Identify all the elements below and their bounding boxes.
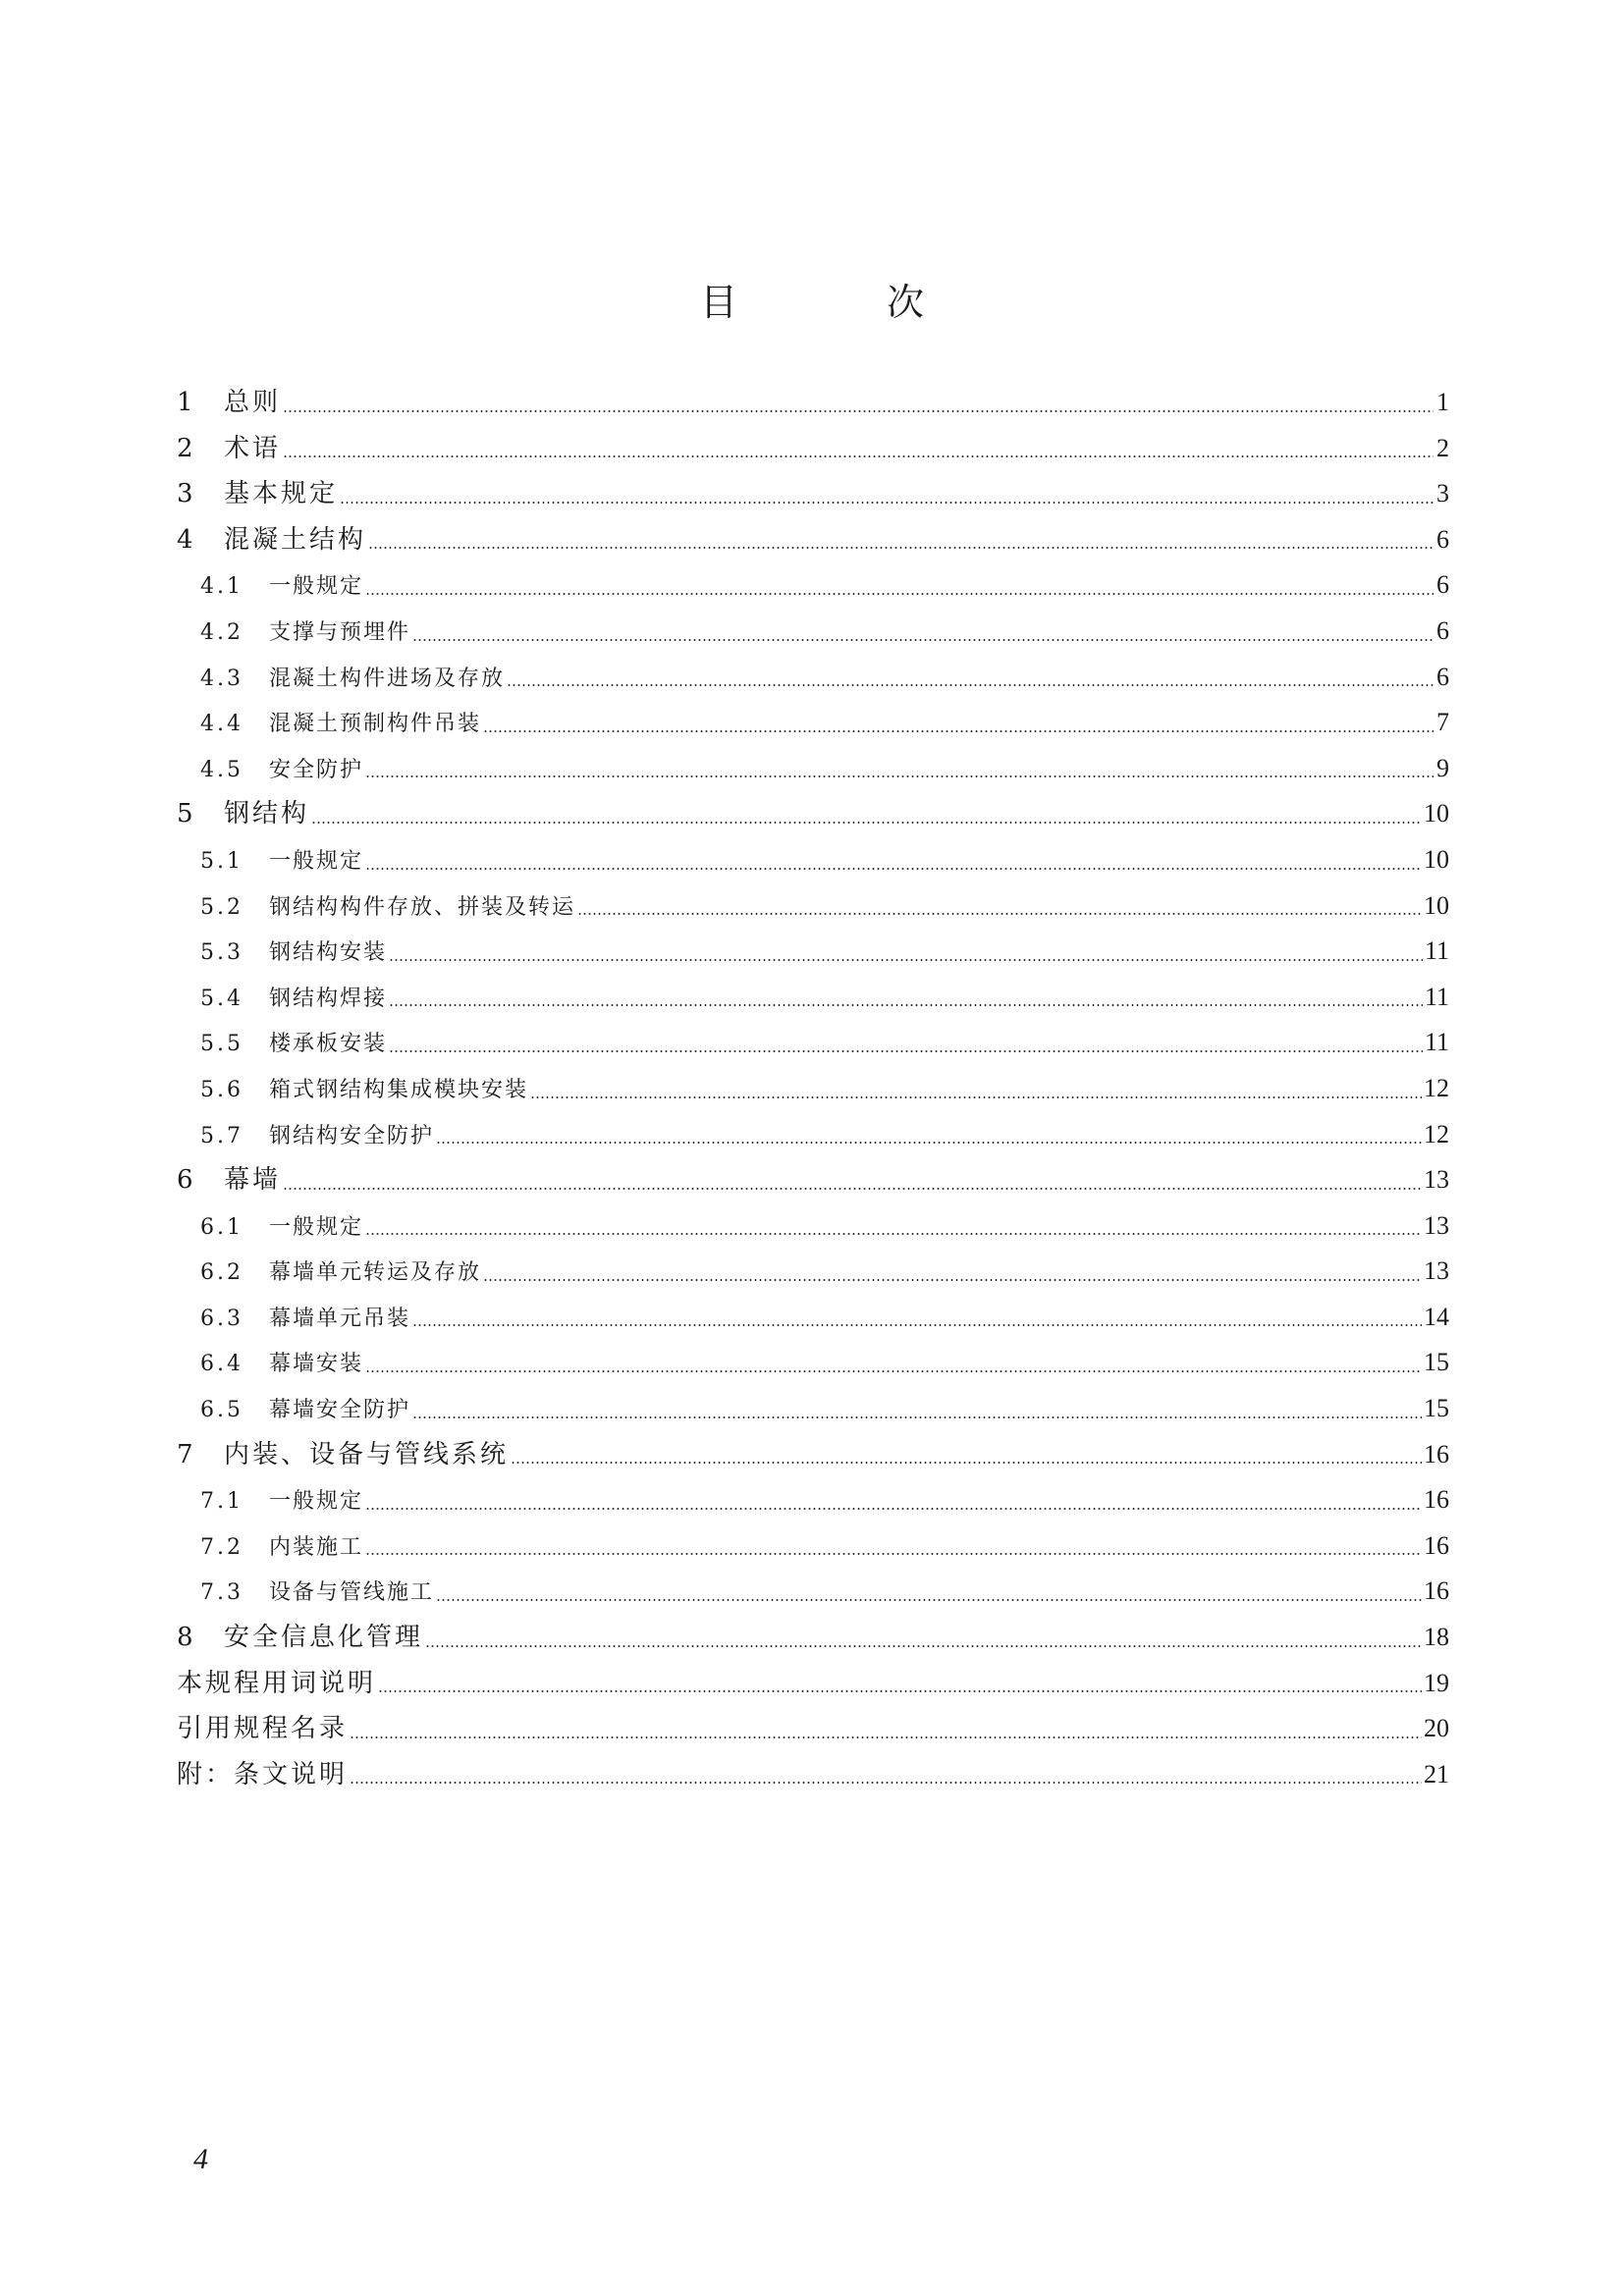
toc-entry[interactable] — [177, 1295, 1449, 1341]
toc-entry-page: 9 — [1436, 753, 1449, 782]
dot-leader — [340, 502, 1434, 504]
toc-entry-page: 7 — [1436, 708, 1449, 737]
dot-leader — [350, 1736, 1422, 1738]
toc-entry[interactable] — [177, 380, 1449, 426]
dot-leader — [350, 1782, 1422, 1784]
toc-entry-page: 21 — [1424, 1759, 1449, 1789]
toc-entry-page: 18 — [1424, 1623, 1449, 1652]
toc-entry[interactable] — [177, 471, 1449, 517]
toc-entry-page: 14 — [1424, 1302, 1449, 1331]
dot-leader — [378, 1690, 1422, 1692]
toc-entry-number: 6.5 — [200, 1398, 244, 1423]
toc-entry-number: 6.4 — [200, 1352, 244, 1377]
dot-leader — [283, 455, 1434, 457]
toc-entry[interactable] — [177, 1112, 1449, 1158]
toc-entry[interactable] — [177, 746, 1449, 792]
toc-entry-page: 15 — [1424, 1348, 1449, 1377]
dot-leader — [507, 684, 1434, 686]
toc-entry[interactable] — [177, 655, 1449, 701]
toc-entry-title: 混凝土预制构件吊装 — [269, 712, 482, 737]
dot-leader — [368, 547, 1434, 549]
dot-leader — [483, 730, 1434, 732]
dot-leader — [412, 1324, 1422, 1326]
toc-entry-page: 10 — [1424, 890, 1449, 920]
toc-entry[interactable] — [177, 929, 1449, 975]
toc-entry-title: 基本规定 — [224, 479, 339, 509]
dot-leader — [389, 1050, 1423, 1052]
toc-entry[interactable] — [177, 1066, 1449, 1112]
toc-entry-number: 6.2 — [200, 1260, 244, 1286]
toc-entry-title: 幕墙单元吊装 — [269, 1306, 411, 1331]
toc-entry[interactable] — [177, 883, 1449, 930]
toc-entry[interactable] — [177, 1203, 1449, 1250]
toc-entry-number: 4 — [177, 524, 193, 555]
toc-entry-title: 钢结构安装 — [269, 940, 388, 966]
toc-entry-number: 5.1 — [200, 848, 244, 874]
dot-leader — [389, 1004, 1423, 1006]
toc-entry-title: 内装、设备与管线系统 — [224, 1439, 510, 1469]
dot-leader — [425, 1645, 1422, 1647]
toc-entry-title: 引用规程名录 — [177, 1714, 349, 1744]
dot-leader — [365, 1553, 1422, 1555]
toc-entry-page: 6 — [1436, 662, 1449, 691]
toc-entry-title: 安全防护 — [269, 757, 364, 782]
toc-entry-page: 11 — [1424, 936, 1449, 966]
toc-entry[interactable] — [177, 517, 1449, 563]
toc-entry-number: 7 — [177, 1439, 193, 1469]
page-title: 目 次 — [699, 281, 994, 324]
dot-leader — [283, 1188, 1422, 1190]
dot-leader — [365, 1233, 1422, 1235]
dot-leader — [412, 1416, 1422, 1418]
toc-entry-page: 19 — [1424, 1668, 1449, 1697]
toc-entry-number: 7.2 — [200, 1534, 244, 1560]
toc-entry-title: 幕墙安装 — [269, 1352, 364, 1377]
toc-entry-title: 设备与管线施工 — [269, 1580, 435, 1606]
toc-entry[interactable] — [177, 562, 1449, 609]
dot-leader — [311, 822, 1422, 824]
toc-entry-title: 本规程用词说明 — [177, 1668, 377, 1698]
toc-entry-number: 4.5 — [200, 757, 244, 782]
toc-entry[interactable] — [177, 609, 1449, 655]
toc-entry-number: 4.3 — [200, 666, 244, 691]
dot-leader — [530, 1096, 1422, 1098]
toc-entry[interactable] — [177, 1340, 1449, 1386]
toc-entry-title: 钢结构安全防护 — [269, 1123, 435, 1148]
toc-entry-page: 11 — [1424, 1028, 1449, 1057]
toc-entry-title: 钢结构构件存放、拼装及转运 — [269, 894, 576, 920]
toc-entry[interactable] — [177, 1432, 1449, 1478]
toc-entry-title: 支撑与预埋件 — [269, 619, 411, 645]
toc-entry-page: 10 — [1424, 844, 1449, 874]
toc-entry[interactable] — [177, 837, 1449, 883]
toc-entry-title: 钢结构 — [224, 799, 310, 829]
toc-entry-page: 13 — [1424, 1256, 1449, 1286]
page-number: 4 — [193, 2143, 208, 2175]
dot-leader — [365, 1370, 1422, 1372]
toc-entry[interactable] — [177, 426, 1449, 472]
toc-entry-title: 一般规定 — [269, 1489, 364, 1515]
toc-entry-number: 6.1 — [200, 1214, 244, 1240]
toc-entry-title: 混凝土结构 — [224, 524, 367, 555]
table-of-contents — [177, 380, 1449, 1797]
dot-leader — [483, 1279, 1422, 1281]
toc-entry-title: 一般规定 — [269, 1214, 364, 1240]
toc-entry-title: 幕墙单元转运及存放 — [269, 1260, 482, 1286]
toc-entry[interactable] — [177, 1615, 1449, 1661]
toc-entry-page: 20 — [1424, 1714, 1449, 1743]
toc-entry-page: 12 — [1424, 1119, 1449, 1148]
toc-entry-title: 一般规定 — [269, 848, 364, 874]
toc-entry-page: 6 — [1436, 615, 1449, 645]
toc-entry-number: 5.7 — [200, 1123, 244, 1148]
toc-entry-title: 钢结构焊接 — [269, 986, 388, 1011]
toc-entry[interactable] — [177, 1661, 1449, 1707]
dot-leader — [283, 410, 1434, 412]
toc-entry-number: 4.1 — [200, 574, 244, 600]
toc-entry-page: 1 — [1436, 388, 1449, 416]
toc-entry-number: 5.6 — [200, 1077, 244, 1102]
toc-entry-number: 5.5 — [200, 1032, 244, 1057]
toc-entry-page: 3 — [1436, 479, 1449, 508]
toc-entry-number: 7.1 — [200, 1489, 244, 1515]
toc-entry-number: 6.3 — [200, 1306, 244, 1331]
toc-entry-page: 16 — [1424, 1485, 1449, 1515]
dot-leader — [436, 1142, 1422, 1144]
toc-entry-title: 幕墙安全防护 — [269, 1398, 411, 1423]
toc-entry[interactable] — [177, 1157, 1449, 1203]
toc-entry-page: 16 — [1424, 1576, 1449, 1606]
toc-entry-page: 16 — [1424, 1530, 1449, 1560]
toc-entry-page: 12 — [1424, 1073, 1449, 1102]
toc-entry[interactable] — [177, 1523, 1449, 1570]
toc-entry-title: 术语 — [224, 433, 282, 463]
dot-leader — [365, 868, 1422, 870]
toc-entry-number: 5.2 — [200, 894, 244, 920]
toc-entry-number: 6 — [177, 1165, 193, 1196]
toc-entry[interactable] — [177, 1477, 1449, 1523]
toc-entry-title: 附：条文说明 — [177, 1759, 349, 1789]
dot-leader — [365, 1508, 1422, 1510]
dot-leader — [511, 1462, 1422, 1464]
toc-entry-page: 10 — [1424, 799, 1449, 828]
toc-entry-number: 8 — [177, 1623, 193, 1653]
toc-entry-number: 3 — [177, 479, 193, 509]
toc-entry-title: 箱式钢结构集成模块安装 — [269, 1077, 529, 1102]
toc-entry-page: 16 — [1424, 1439, 1449, 1468]
toc-entry[interactable] — [177, 975, 1449, 1021]
toc-entry-title: 总则 — [224, 388, 282, 417]
toc-entry[interactable] — [177, 1249, 1449, 1295]
dot-leader — [365, 775, 1434, 777]
toc-entry-page: 13 — [1424, 1165, 1449, 1195]
dot-leader — [412, 639, 1434, 641]
toc-entry-number: 2 — [177, 433, 193, 463]
toc-entry-page: 6 — [1436, 570, 1449, 600]
dot-leader — [436, 1599, 1422, 1601]
toc-entry-number: 5.4 — [200, 986, 244, 1011]
toc-entry-title: 混凝土构件进场及存放 — [269, 666, 506, 691]
toc-entry[interactable] — [177, 1706, 1449, 1752]
toc-entry-number: 4.2 — [200, 619, 244, 645]
toc-entry-page: 2 — [1436, 433, 1449, 462]
toc-entry[interactable] — [177, 1752, 1449, 1798]
toc-entry-page: 15 — [1424, 1394, 1449, 1423]
dot-leader — [389, 959, 1423, 961]
toc-entry-page: 11 — [1424, 982, 1449, 1011]
toc-entry-title: 一般规定 — [269, 574, 364, 600]
toc-entry-title: 幕墙 — [224, 1165, 282, 1196]
toc-entry-title: 内装施工 — [269, 1534, 364, 1560]
toc-entry-number: 5 — [177, 799, 193, 829]
toc-entry[interactable] — [177, 791, 1449, 837]
toc-entry-page: 13 — [1424, 1210, 1449, 1240]
dot-leader — [365, 593, 1434, 595]
toc-entry[interactable] — [177, 700, 1449, 746]
toc-entry-number: 5.3 — [200, 940, 244, 966]
dot-leader — [577, 913, 1422, 915]
toc-entry-page: 6 — [1436, 524, 1449, 554]
toc-entry-title: 楼承板安装 — [269, 1032, 388, 1057]
toc-entry[interactable] — [177, 1386, 1449, 1432]
toc-entry-number: 4.4 — [200, 712, 244, 737]
toc-entry-title: 安全信息化管理 — [224, 1623, 424, 1653]
toc-entry-number: 7.3 — [200, 1580, 244, 1606]
toc-entry[interactable] — [177, 1569, 1449, 1615]
toc-entry-number: 1 — [177, 388, 193, 417]
toc-entry[interactable] — [177, 1020, 1449, 1066]
